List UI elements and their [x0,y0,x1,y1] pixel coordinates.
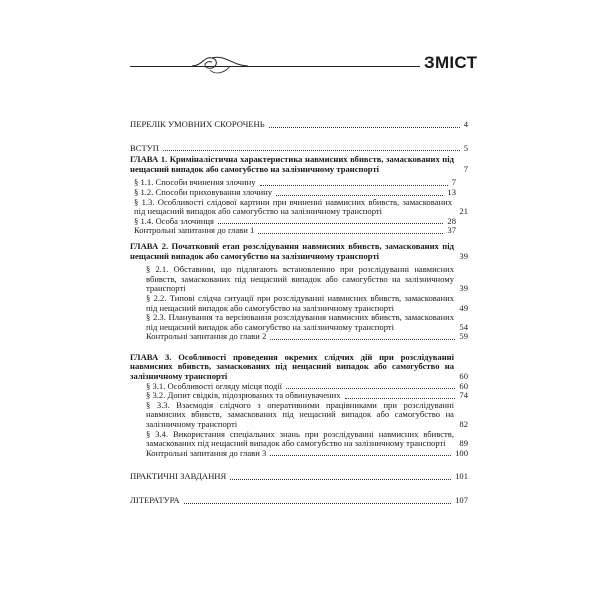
flourish-ornament-icon [190,48,250,78]
dot-leader [184,497,452,504]
toc-item-label: Контрольні запитання до глави 1 [134,225,255,236]
header-rule [130,66,420,67]
toc-item-label: § 3.3. Взаємодія слідчого з оперативними працівниками при розслідуванні навмисних вбивств, замаскованих під нещасний випадок або самогубство на залізничному транспорті [146,399,454,430]
toc-page-number: 7 [451,177,456,188]
dot-leader [269,121,460,128]
toc-entry-label: ПРАКТИЧНІ ЗАВДАННЯ [130,471,227,482]
toc-page-number: 100 [455,447,468,458]
toc-page-number: 60 [459,380,468,391]
toc-page-number: 82 [459,419,468,430]
table-of-contents [130,120,468,506]
toc-item[interactable] [130,430,468,449]
dot-leader [230,473,451,480]
toc-chapter-2[interactable] [130,242,468,261]
toc-item-label: § 2.3. Планування та версіювання розслідування навмисних вбивств, замаскованих під нещасний випадок або самогубство на залізничному транспорті [146,312,454,332]
dot-leader [286,382,455,389]
toc-item[interactable] [130,294,468,313]
toc-entry-label: ПЕРЕЛІК УМОВНИХ СКОРОЧЕНЬ [130,119,265,129]
toc-item-label: § 1.3. Особливості слідової картини при вчиненні навмисних вбивств, замаскованих під нещасний випадок або самогубство на залізничному транспорті [134,196,452,217]
toc-item[interactable] [130,313,468,332]
toc-entry-intro[interactable] [130,144,468,154]
toc-entry-label: ВСТУП [130,142,160,153]
toc-entry-label: ЛІТЕРАТУРА [130,495,180,505]
toc-page-number: 37 [447,225,456,236]
toc-item-label: § 3.2. Допит свідків, підозрюваних та обвинувачених [146,390,341,401]
dot-leader [258,227,443,234]
toc-entry-abbreviations[interactable] [130,120,468,130]
toc-item[interactable] [130,332,468,342]
dot-leader [270,333,455,340]
toc-chapter-title: ГЛАВА 3. Особливості проведення окремих слідчих дій при розслідуванні навмисних вбивств, замаскованих під нещасний випадок або самогубство на залізничному транспорті [130,351,454,382]
page-title: ЗМІСТ [424,53,478,72]
dot-leader [270,449,451,456]
toc-item-label: § 1.2. Способи приховування злочину [134,186,273,197]
toc-item[interactable] [130,401,468,430]
dot-leader [260,179,448,186]
toc-page-number: 4 [463,119,468,129]
toc-chapter-title: ГЛАВА 1. Криміналістична характеристика навмисних вбивств, замаскованих під нещасний випадок або самогубство на залізничному транспорті [130,154,454,174]
toc-entry-practical[interactable] [130,472,468,482]
toc-chapter-1[interactable] [130,155,468,174]
toc-item-label: § 2.1. Обставини, що підлягають встановленню при розслідуванні навмисних вбивств, замаскованих під нещасний випадок або самогубство на залізничному транспорті [146,264,454,294]
toc-item-label: § 2.2. Типові слідча ситуації при розслідуванні навмисних вбивств, замаскованих під нещасний випадок або самогубство на залізничному транспорті [146,292,454,313]
toc-page-number: 39 [459,250,468,261]
toc-page-number: 54 [459,321,468,332]
toc-item-label: § 1.4. Особа злочинця [134,215,214,226]
toc-page-number: 7 [463,163,468,174]
toc-item-label: § 3.1. Особливості огляду місця події [146,380,283,391]
dot-leader [163,144,460,151]
toc-page-number: 21 [459,206,468,217]
toc-page-number: 107 [455,495,468,505]
toc-item[interactable] [130,226,468,236]
toc-item-label: Контрольні запитання до глави 3 [146,447,267,458]
toc-page-number: 89 [459,438,468,449]
toc-page-number: 59 [459,331,468,342]
toc-item[interactable] [130,198,468,217]
dot-leader [218,217,443,224]
toc-item-label: § 3.4. Використання спеціальних знань при розслідуванні навмисних вбивств, замаскованих під нещасний випадок або самогубство на залізничному транспорті [146,428,454,449]
toc-page-number: 13 [447,186,456,197]
toc-page-number: 49 [459,302,468,313]
toc-page-number: 74 [459,390,468,401]
toc-entry-literature[interactable] [130,496,468,506]
toc-page-number: 101 [455,471,468,482]
dot-leader [345,392,456,399]
toc-page-number: 39 [459,283,468,294]
toc-item-label: Контрольні запитання до глави 2 [146,331,267,342]
toc-item[interactable] [130,449,468,459]
toc-page-number: 28 [447,215,456,226]
toc-page-number: 5 [463,142,468,153]
toc-page-number: 60 [459,371,468,382]
toc-item-label: § 1.1. Способи вчинення злочину [134,177,256,188]
toc-chapter-3[interactable] [130,353,468,382]
toc-item[interactable] [130,265,468,294]
toc-chapter-title: ГЛАВА 2. Початковий етап розслідування навмисних вбивств, замаскованих під нещасний випадок або самогубство на залізничному транспорті [130,240,454,261]
dot-leader [276,189,443,196]
